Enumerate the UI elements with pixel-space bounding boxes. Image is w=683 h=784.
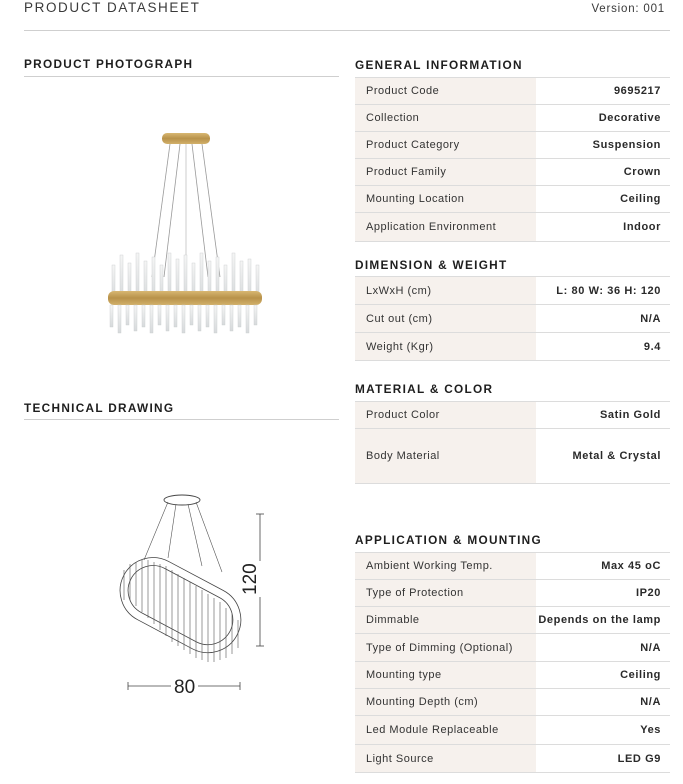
spec-row-dimensions: [355, 277, 670, 305]
spec-row-collection: [355, 105, 670, 132]
spec-row-product-family: [355, 159, 670, 186]
spec-value: L: 80 W: 36 H: 120: [556, 284, 661, 297]
spec-label: Product Color: [355, 402, 536, 428]
spec-value: N/A: [640, 641, 661, 654]
product-photo: [100, 125, 270, 340]
spec-value: 9695217: [613, 85, 661, 97]
spec-row-cut-out: [355, 305, 670, 333]
general-information-heading: GENERAL INFORMATION: [355, 58, 523, 72]
spec-label: Led Module Replaceable: [355, 716, 536, 744]
spec-value: Yes: [640, 724, 661, 736]
spec-row-mounting-location: [355, 186, 670, 213]
spec-row-product-category: [355, 132, 670, 159]
spec-value: Max 45 oC: [601, 560, 661, 572]
spec-row-product-color: [355, 402, 670, 429]
header-divider: [24, 30, 670, 31]
spec-value: Ceiling: [620, 669, 661, 681]
spec-value: Suspension: [592, 139, 661, 151]
spec-row-protection: [355, 580, 670, 607]
spec-label: Light Source: [355, 745, 536, 772]
dimension-weight-table: [355, 276, 670, 361]
spec-label: Dimmable: [355, 607, 536, 633]
application-mounting-table: [355, 552, 670, 773]
drawing-divider: [24, 419, 339, 420]
product-photograph-heading: PRODUCT PHOTOGRAPH: [24, 57, 194, 71]
spec-value: Decorative: [598, 112, 661, 124]
spec-row-led-replaceable: [355, 716, 670, 745]
technical-drawing-heading: TECHNICAL DRAWING: [24, 401, 175, 415]
spec-value: Satin Gold: [600, 409, 661, 421]
spec-row-ambient-temp: [355, 553, 670, 580]
material-color-heading: MATERIAL & COLOR: [355, 382, 494, 396]
spec-label: Product Family: [355, 159, 536, 185]
spec-value: Crown: [623, 166, 661, 178]
application-mounting-heading: APPLICATION & MOUNTING: [355, 533, 542, 547]
spec-label: Type of Dimming (Optional): [355, 634, 536, 661]
spec-value: N/A: [640, 312, 661, 325]
version-label: Version: 001: [591, 3, 665, 15]
spec-label: Type of Protection: [355, 580, 536, 606]
dimension-weight-heading: DIMENSION & WEIGHT: [355, 258, 508, 272]
spec-value: Metal & Crystal: [572, 450, 661, 462]
spec-label: Mounting Location: [355, 186, 536, 212]
spec-value: LED G9: [617, 752, 661, 765]
spec-label: LxWxH (cm): [355, 277, 536, 304]
spec-row-mounting-depth: [355, 689, 670, 716]
spec-label: Cut out (cm): [355, 305, 536, 332]
spec-label: Weight (Kgr): [355, 333, 536, 360]
spec-value: IP20: [635, 587, 661, 599]
spec-label: Mounting Depth (cm): [355, 689, 536, 715]
spec-value: Ceiling: [620, 193, 661, 205]
spec-value: N/A: [640, 696, 661, 708]
photo-divider: [24, 76, 339, 77]
spec-row-dimming-type: [355, 634, 670, 662]
spec-label: Mounting type: [355, 662, 536, 688]
spec-row-dimmable: [355, 607, 670, 634]
spec-label: Ambient Working Temp.: [355, 553, 536, 579]
spec-value: Indoor: [623, 221, 661, 233]
spec-label: Collection: [355, 105, 536, 131]
spec-value: Depends on the lamp: [538, 614, 661, 626]
general-information-table: [355, 77, 670, 242]
spec-row-weight: [355, 333, 670, 361]
spec-row-body-material: [355, 429, 670, 484]
spec-row-light-source: [355, 745, 670, 773]
spec-row-product-code: [355, 78, 670, 105]
spec-label: Product Code: [355, 78, 536, 104]
spec-label: Application Environment: [355, 213, 536, 241]
spec-label: Product Category: [355, 132, 536, 158]
spec-label: Body Material: [355, 429, 536, 483]
drawing-height-label: 120: [240, 563, 261, 595]
spec-value: 9.4: [643, 340, 661, 353]
spec-row-mounting-type: [355, 662, 670, 689]
spec-row-application-environment: [355, 213, 670, 242]
drawing-width-label: 80: [171, 677, 198, 699]
datasheet-title: PRODUCT DATASHEET: [24, 0, 201, 15]
material-color-table: [355, 401, 670, 484]
